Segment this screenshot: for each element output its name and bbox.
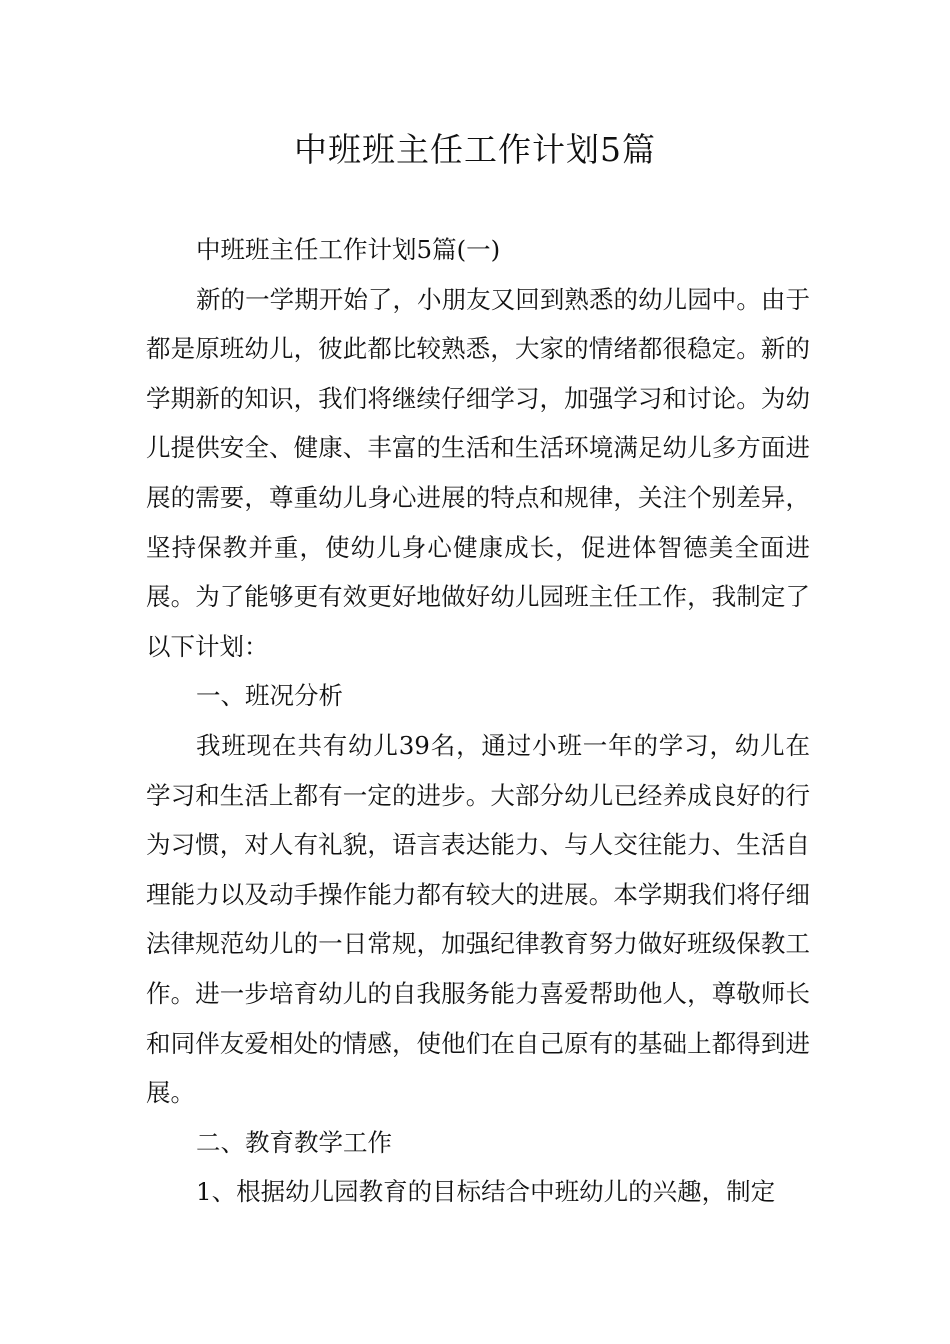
education-item-1: 1、根据幼儿园教育的目标结合中班幼儿的兴趣，制定 (196, 1177, 776, 1207)
section-heading-education-work: 二、教育教学工作 (196, 1127, 392, 1157)
document-body (146, 225, 810, 1217)
class-analysis-paragraph: 我班现在共有幼儿39名，通过小班一年的学习，幼儿在学习和生活上都有一定的进步。大部分幼儿已经养成良好的行为习惯，对人有礼貌，语言表达能力、与人交往能力、生活自理能力以及动手操作能力都有较大的进展。本学期我们将仔细法律规范幼儿的一日常规，加强纪律教育努力做好班级保教工作。进一步培育幼儿的自我服务能力喜爱帮助他人，尊敬师长和同伴友爱相处的情感，使他们在自己原有的基础上都得到进展。 (146, 730, 810, 1108)
section-heading-class-analysis: 一、班况分析 (196, 681, 343, 711)
section-heading-part-one: 中班班主任工作计划5篇(一) (196, 235, 501, 264)
document-title: 中班班主任工作计划5篇 (294, 130, 656, 169)
intro-paragraph: 新的一学期开始了，小朋友又回到熟悉的幼儿园中。由于都是原班幼儿，彼此都比较熟悉，大家的情绪都很稳定。新的学期新的知识，我们将继续仔细学习，加强学习和讨论。为幼儿提供安全、健康、丰富的生活和生活环境满足幼儿多方面进展的需要，尊重幼儿身心进展的特点和规律，关注个别差异，坚持保教并重，使幼儿身心健康成长，促进体智德美全面进展。为了能够更有效更好地做好幼儿园班主任工作，我制定了以下计划： (146, 284, 810, 661)
